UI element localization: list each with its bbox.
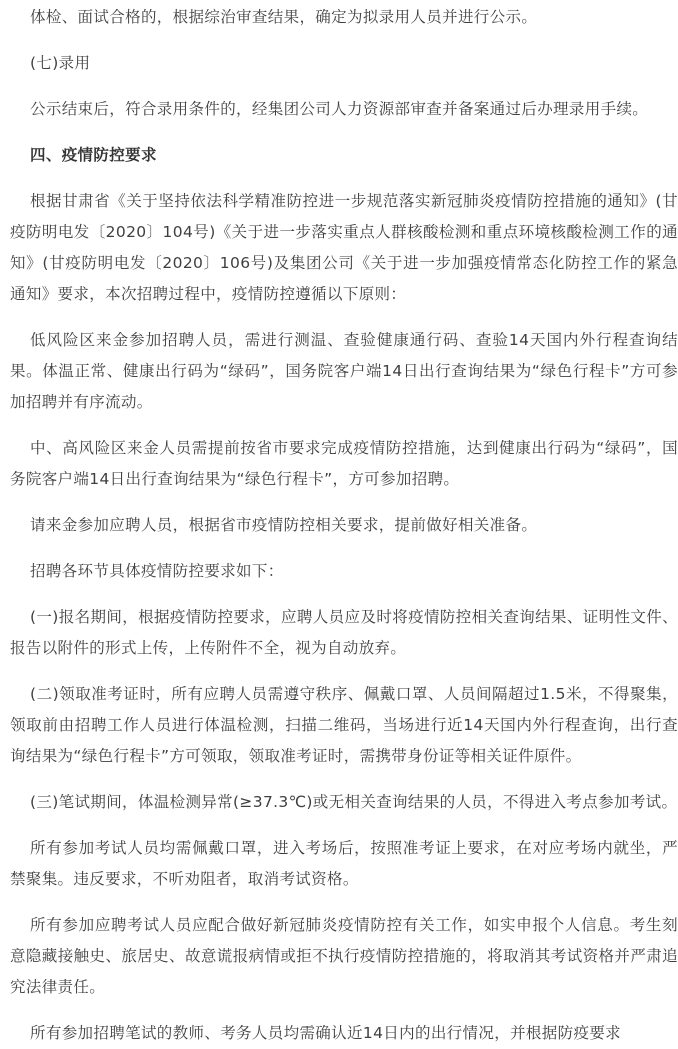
paragraph-low-risk: 低风险区来金参加招聘人员，需进行测温、查验健康通行码、查验14天国内外行程查询结果。体温正常、健康出行码为“绿码”，国务院客户端14日出行查询结果为“绿色行程卡”方可参加招聘并有序流动。 <box>10 331 678 411</box>
paragraph-section-employment: (七)录用 <box>30 54 91 72</box>
paragraph-screening-result: 体检、面试合格的，根据综治审查结果，确定为拟录用人员并进行公示。 <box>30 8 538 26</box>
paragraph-policy-basis: 根据甘肃省《关于坚持依法科学精准防控进一步规范落实新冠肺炎疫情防控措施的通知》(甘疫防明电发〔2020〕104号)《关于进一步落实重点人群核酸检测和重点环境核酸检测工作的通知》(甘疫防明电发〔2020〕106号)及集团公司《关于进一步加强疫情常态化防控工作的紧急通知》要求，本次招聘过程中，疫情防控遵循以下原则： <box>10 192 678 303</box>
paragraph-employment-process: 公示结束后，符合录用条件的，经集团公司人力资源部审查并备案通过后办理录用手续。 <box>30 100 649 118</box>
paragraph-staff-travel: 所有参加招聘笔试的教师、考务人员均需确认近14日内的出行情况，并根据防疫要求 <box>30 1024 622 1042</box>
document-body <box>10 0 678 1049</box>
paragraph-written-exam: (三)笔试期间，体温检测异常(≥37.3℃)或无相关查询结果的人员，不得进入考点参加考试。 <box>30 793 678 811</box>
heading-epidemic-requirements: 四、疫情防控要求 <box>30 146 157 164</box>
paragraph-medium-high-risk: 中、高风险区来金人员需提前按省市要求完成疫情防控措施，达到健康出行码为“绿码”，国务院客户端14日出行查询结果为“绿色行程卡”，方可参加招聘。 <box>10 439 678 488</box>
paragraph-registration: (一)报名期间，根据疫情防控要求，应聘人员应及时将疫情防控相关查询结果、证明性文件、报告以附件的形式上传，上传附件不全，视为自动放弃。 <box>10 608 678 657</box>
paragraph-preparation: 请来金参加应聘人员，根据省市疫情防控相关要求，提前做好相关准备。 <box>30 516 538 534</box>
paragraph-mask-rules: 所有参加考试人员均需佩戴口罩，进入考场后，按照准考证上要求，在对应考场内就坐，严禁聚集。违反要求，不听劝阻者，取消考试资格。 <box>10 839 678 888</box>
paragraph-admission-ticket: (二)领取准考证时，所有应聘人员需遵守秩序、佩戴口罩、人员间隔超过1.5米，不得聚集，领取前由招聘工作人员进行体温检测，扫描二维码，当场进行近14天国内外行程查询，出行查询结果为“绿色行程卡”方可领取，领取准考证时，需携带身份证等相关证件原件。 <box>10 685 678 765</box>
paragraph-cooperation: 所有参加应聘考试人员应配合做好新冠肺炎疫情防控有关工作，如实申报个人信息。考生刻意隐藏接触史、旅居史、故意谎报病情或拒不执行疫情防控措施的，将取消其考试资格并严肃追究法律责任。 <box>10 916 678 996</box>
paragraph-requirements-intro: 招聘各环节具体疫情防控要求如下： <box>30 562 284 580</box>
